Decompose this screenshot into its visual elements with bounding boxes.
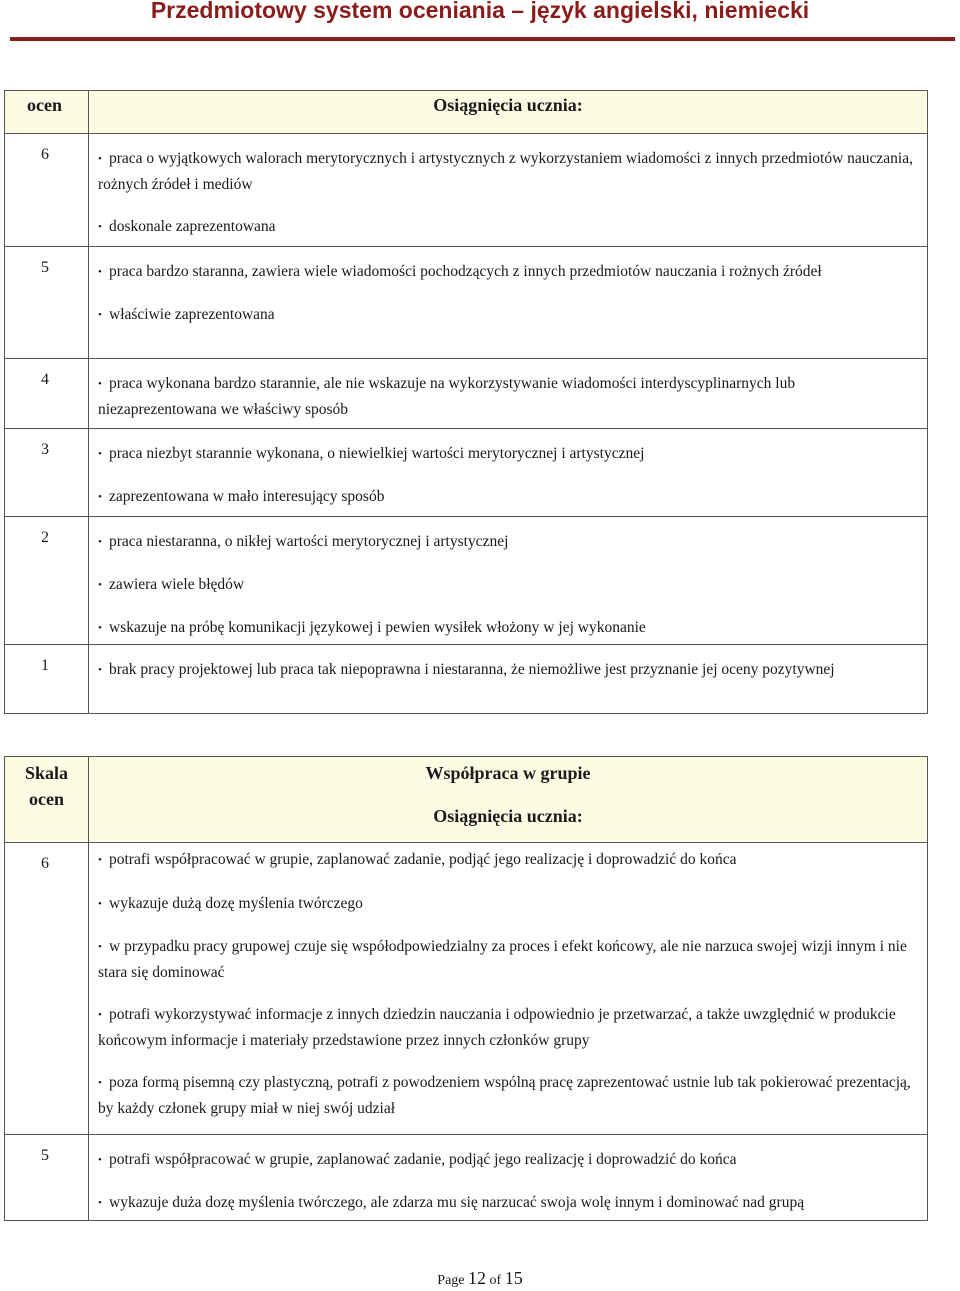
list-item: • potrafi współpracować w grupie, zaplanować zadanie, podjąć jego realizację i doprowadzić do końca: [98, 1151, 737, 1168]
list-item: • praca wykonana bardzo starannie, ale nie wskazuje na wykorzystywanie wiadomości interdyscyplinarnych lub niezaprezentowana we właściwy sposób: [98, 375, 796, 418]
table-row: [5, 429, 928, 517]
list-item: • wykazuje duża dozę myślenia twórczego, ale zdarza mu się narzucać swoja wolę innym i dominować nad grupą: [98, 1194, 805, 1211]
achievements-cell: [89, 517, 928, 645]
achievements-cell: [89, 645, 928, 714]
achievements-cell: [89, 843, 928, 1135]
grading-table-group-work: [4, 756, 928, 1221]
list-item: • poza formą pisemną czy plastyczną, potrafi z powodzeniem wspólną pracę zaprezentować ustnie lub tak pokierować prezentacją, by każdy członek grupy miał w niej swój udział: [98, 1074, 911, 1117]
table-header-row: [5, 757, 928, 843]
grade-value: 6: [5, 134, 89, 247]
table-row: [5, 359, 928, 429]
page-number: 12: [468, 1268, 487, 1288]
table-row: [5, 1135, 928, 1221]
grade-value: 5: [5, 1135, 89, 1221]
grade-value: 1: [5, 645, 89, 714]
achievements-cell: [89, 359, 928, 429]
grade-value: 4: [5, 359, 89, 429]
list-item: • wskazuje na próbę komunikacji językowej i pewien wysiłek włożony w jej wykonanie: [98, 619, 646, 636]
section-title: Współpraca w grupie: [425, 763, 591, 783]
achievements-cell: [89, 429, 928, 517]
page-header: [0, 0, 960, 40]
table-row: [5, 645, 928, 714]
list-item: • doskonale zaprezentowana: [98, 218, 276, 235]
list-item: • praca niestaranna, o nikłej wartości merytorycznej i artystycznej: [98, 533, 509, 550]
table-row: [5, 843, 928, 1135]
achievements-cell: [89, 134, 928, 247]
list-item: • zawiera wiele błędów: [98, 576, 245, 593]
page-footer: [0, 1268, 960, 1289]
list-item: • brak pracy projektowej lub praca tak niepoprawna i niestaranna, że niemożliwe jest przyznanie jej oceny pozytywnej: [98, 661, 835, 678]
achievements-header: Współpraca w grupie Osiągnięcia ucznia:: [89, 757, 928, 843]
list-item: • właściwie zaprezentowana: [98, 306, 275, 323]
document-title: Przedmiotowy system oceniania – język angielski, niemiecki: [150, 0, 810, 23]
achievements-cell: [89, 247, 928, 359]
page-word: Page: [437, 1273, 465, 1288]
grade-value: 5: [5, 247, 89, 359]
achievements-header: Osiągnięcia ucznia:: [89, 91, 928, 134]
header-rule: [10, 37, 955, 41]
page-total: 15: [504, 1268, 523, 1288]
list-item: • zaprezentowana w mało interesujący sposób: [98, 488, 385, 505]
list-item: • praca bardzo staranna, zawiera wiele wiadomości pochodzących z innych przedmiotów nauczania i rożnych źródeł: [98, 263, 822, 280]
grade-value: 2: [5, 517, 89, 645]
list-item: • potrafi wykorzystywać informacje z innych dziedzin nauczania i odpowiednio je przetwarzać, a także uwzględnić w produkcie końcowym informacje i materiały przedstawione przez innych członków grupy: [98, 1006, 896, 1049]
table-header-row: [5, 91, 928, 134]
list-item: • wykazuje dużą dozę myślenia twórczego: [98, 895, 363, 912]
list-item: • potrafi współpracować w grupie, zaplanować zadanie, podjąć jego realizację i doprowadzić do końca: [98, 851, 737, 868]
scale-label: ocen: [5, 91, 89, 134]
of-word: of: [489, 1273, 502, 1288]
grade-value: 6: [5, 843, 89, 1135]
grading-table-project: [4, 90, 928, 714]
table-row: [5, 247, 928, 359]
achievements-cell: [89, 1135, 928, 1221]
table-row: [5, 517, 928, 645]
list-item: • praca niezbyt starannie wykonana, o niewielkiej wartości merytorycznej i artystycznej: [98, 445, 645, 462]
list-item: • w przypadku pracy grupowej czuje się współodpowiedzialny za proces i efekt końcowy, ale nie narzuca swojej wizji innym i nie stara się dominować: [98, 938, 907, 981]
table-row: [5, 134, 928, 247]
scale-label: Skala ocen: [5, 757, 89, 843]
grade-value: 3: [5, 429, 89, 517]
list-item: • praca o wyjątkowych walorach merytorycznych i artystycznych z wykorzystaniem wiadomości z innych przedmiotów nauczania, rożnych źródeł i mediów: [98, 150, 913, 193]
